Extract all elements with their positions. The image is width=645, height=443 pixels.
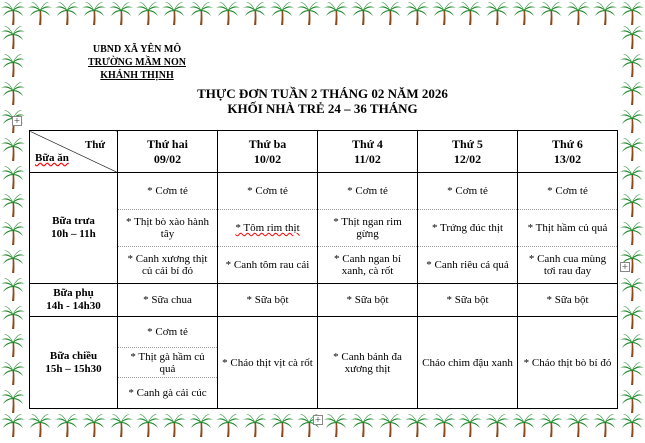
palm-tree-icon	[619, 136, 645, 162]
table-add-row-handle[interactable]: +	[314, 415, 322, 424]
palm-tree-icon	[0, 332, 26, 358]
dish-item: * Cơm tẻ	[147, 185, 188, 197]
dish-item: Cháo chim đậu xanh	[422, 356, 513, 369]
palm-tree-icon	[377, 412, 403, 438]
palm-tree-icon	[0, 52, 26, 78]
palm-tree-icon	[27, 412, 53, 438]
dish-item: * Canh xương thịt củ cải bí đỏ	[118, 246, 217, 283]
palm-tree-icon	[619, 388, 645, 414]
school-line: TRƯỜNG MẦM NON KHÁNH THỊNH	[88, 57, 186, 81]
palm-tree-icon	[431, 0, 457, 26]
palm-tree-icon	[215, 0, 241, 26]
menu-table	[29, 130, 618, 409]
palm-tree-icon	[619, 332, 645, 358]
palm-tree-icon	[619, 24, 645, 50]
day-header-wed	[318, 131, 418, 173]
table-add-column-handle[interactable]: +	[621, 262, 629, 271]
lunch-cell-tue[interactable]	[218, 173, 318, 284]
palm-tree-icon	[0, 80, 26, 106]
day-date: 12/02	[453, 151, 482, 166]
dish-item: * Canh cua mùng tơi rau đay	[518, 246, 617, 283]
meal-label-snack	[30, 284, 118, 317]
snack-cell-wed[interactable]	[318, 284, 418, 317]
table-move-handle[interactable]: +	[13, 116, 21, 125]
dish-item: * Thịt bò xào hành tây	[118, 209, 217, 246]
palm-tree-icon	[619, 192, 645, 218]
palm-tree-icon	[619, 360, 645, 386]
day-header-thu	[418, 131, 518, 173]
table-header-row	[30, 131, 618, 173]
dish-item: * Canh gà cải cúc	[118, 377, 217, 408]
dish-item: * Cơm tẻ	[147, 325, 188, 338]
snack-row	[30, 284, 618, 317]
palm-tree-icon	[0, 248, 26, 274]
afternoon-cell-mon[interactable]	[118, 317, 218, 409]
palm-tree-icon	[377, 0, 403, 26]
dish-item-wrap	[218, 209, 317, 246]
dish-item: * Canh ngan bí xanh, cà rốt	[318, 246, 417, 283]
palm-tree-icon	[350, 0, 376, 26]
palm-tree-icon	[619, 108, 645, 134]
afternoon-cell-fri[interactable]	[518, 317, 618, 409]
palm-tree-icon	[619, 276, 645, 302]
corner-cell	[30, 131, 118, 173]
palm-tree-icon	[0, 276, 26, 302]
palm-tree-icon	[161, 412, 187, 438]
palm-tree-icon	[404, 0, 430, 26]
palm-border-left	[0, 24, 26, 414]
day-name: Thứ ba	[248, 136, 287, 151]
palm-tree-icon	[511, 0, 537, 26]
dish-item: * Cơm tẻ	[247, 185, 288, 197]
day-date: 10/02	[253, 151, 282, 166]
dish-item: * Trứng đúc thịt	[418, 209, 517, 246]
day-date: 11/02	[354, 151, 381, 166]
dish-item: * Sữa bột	[546, 294, 589, 306]
day-name: Thứ hai	[147, 136, 188, 151]
palm-tree-icon	[0, 412, 26, 438]
palm-tree-icon	[0, 304, 26, 330]
lunch-cell-thu[interactable]	[418, 173, 518, 284]
palm-tree-icon	[538, 0, 564, 26]
palm-tree-icon	[135, 412, 161, 438]
palm-tree-icon	[484, 0, 510, 26]
dish-item: * Tôm rim thịt	[235, 222, 300, 234]
palm-tree-icon	[161, 0, 187, 26]
palm-tree-icon	[619, 0, 645, 26]
dish-item: * Sữa bột	[246, 294, 289, 306]
organization-header	[72, 43, 202, 82]
palm-tree-icon	[484, 412, 510, 438]
palm-tree-icon	[619, 220, 645, 246]
lunch-cell-mon[interactable]	[118, 173, 218, 284]
day-name: Thứ 4	[352, 136, 383, 151]
meal-time: 10h – 11h	[51, 228, 96, 240]
meal-time: 14h - 14h30	[46, 300, 101, 312]
palm-tree-icon	[431, 412, 457, 438]
snack-cell-mon[interactable]	[118, 284, 218, 317]
meal-label-lunch	[30, 173, 118, 284]
palm-tree-icon	[538, 412, 564, 438]
dish-item: * Cháo thịt bò bí đỏ	[523, 356, 612, 369]
palm-tree-icon	[242, 0, 268, 26]
org-line: UBND XÃ YÊN MÔ	[92, 44, 182, 55]
lunch-cell-wed[interactable]	[318, 173, 418, 284]
palm-tree-icon	[592, 0, 618, 26]
day-header-fri	[518, 131, 618, 173]
dish-item: * Sữa bột	[446, 294, 489, 306]
palm-tree-icon	[619, 304, 645, 330]
dish-item: * Canh bánh đa xương thịt	[333, 350, 402, 375]
palm-tree-icon	[215, 412, 241, 438]
palm-tree-icon	[108, 0, 134, 26]
meal-name: Bữa phụ	[53, 287, 94, 299]
day-header-tue	[218, 131, 318, 173]
title-line-1: THỰC ĐƠN TUẦN 2 THÁNG 02 NĂM 2026	[197, 86, 448, 101]
corner-meal-label: Bữa ăn	[35, 152, 69, 164]
palm-tree-icon	[592, 412, 618, 438]
meal-time: 15h – 15h30	[45, 362, 102, 375]
page-title	[30, 86, 615, 116]
palm-tree-icon	[619, 52, 645, 78]
dish-item: * Sữa bột	[346, 294, 389, 306]
palm-tree-icon	[54, 0, 80, 26]
palm-tree-icon	[269, 412, 295, 438]
dish-item: * Cháo thịt vịt cà rốt	[222, 356, 313, 369]
palm-tree-icon	[0, 136, 26, 162]
palm-tree-icon	[0, 220, 26, 246]
palm-tree-icon	[457, 412, 483, 438]
palm-tree-icon	[269, 0, 295, 26]
palm-tree-icon	[323, 0, 349, 26]
palm-tree-icon	[81, 0, 107, 26]
meal-label-afternoon	[30, 317, 118, 409]
day-date: 13/02	[553, 151, 582, 166]
lunch-cell-fri[interactable]	[518, 173, 618, 284]
meal-name: Bữa chiều	[49, 349, 98, 362]
lunch-row	[30, 173, 618, 284]
palm-tree-icon	[188, 0, 214, 26]
dish-item: * Sữa chua	[143, 294, 192, 306]
palm-tree-icon	[0, 360, 26, 386]
palm-border-right	[619, 24, 645, 414]
afternoon-cell-tue[interactable]	[218, 317, 318, 409]
palm-tree-icon	[511, 412, 537, 438]
palm-tree-icon	[350, 412, 376, 438]
palm-tree-icon	[565, 412, 591, 438]
dish-item: * Canh tôm rau cải	[218, 246, 317, 283]
palm-tree-icon	[619, 164, 645, 190]
afternoon-cell-thu[interactable]	[418, 317, 518, 409]
palm-tree-icon	[619, 80, 645, 106]
palm-tree-icon	[242, 412, 268, 438]
day-date: 09/02	[153, 151, 182, 166]
palm-tree-icon	[54, 412, 80, 438]
dish-item: * Thịt ngan rim gừng	[318, 209, 417, 246]
dish-item: * Cơm tẻ	[547, 185, 588, 197]
afternoon-cell-wed[interactable]	[318, 317, 418, 409]
palm-tree-icon	[0, 164, 26, 190]
palm-tree-icon	[457, 0, 483, 26]
palm-tree-icon	[188, 412, 214, 438]
snack-cell-fri[interactable]	[518, 284, 618, 317]
day-name: Thứ 5	[452, 136, 483, 151]
snack-cell-tue[interactable]	[218, 284, 318, 317]
title-line-2: KHỐI NHÀ TRẺ 24 – 36 THÁNG	[227, 101, 418, 116]
dish-item: * Cơm tẻ	[347, 185, 388, 197]
dish-item: * Thịt gà hầm củ quả	[118, 347, 217, 378]
palm-tree-icon	[619, 412, 645, 438]
day-header-mon	[118, 131, 218, 173]
palm-tree-icon	[108, 412, 134, 438]
palm-border-top	[0, 0, 645, 26]
palm-tree-icon	[81, 412, 107, 438]
dish-item: * Thịt hầm củ quả	[518, 209, 617, 246]
palm-tree-icon	[323, 412, 349, 438]
snack-cell-thu[interactable]	[418, 284, 518, 317]
palm-tree-icon	[135, 0, 161, 26]
dish-item: * Canh riêu cá quả	[418, 246, 517, 283]
palm-tree-icon	[27, 0, 53, 26]
corner-day-label: Thứ	[84, 139, 105, 151]
dish-item: * Cơm tẻ	[447, 185, 488, 197]
palm-tree-icon	[0, 388, 26, 414]
meal-name: Bữa trưa	[52, 215, 95, 227]
palm-tree-icon	[404, 412, 430, 438]
palm-tree-icon	[565, 0, 591, 26]
palm-tree-icon	[0, 24, 26, 50]
day-name: Thứ 6	[552, 136, 583, 151]
palm-tree-icon	[0, 0, 26, 26]
afternoon-row	[30, 317, 618, 409]
palm-tree-icon	[0, 192, 26, 218]
palm-tree-icon	[296, 0, 322, 26]
